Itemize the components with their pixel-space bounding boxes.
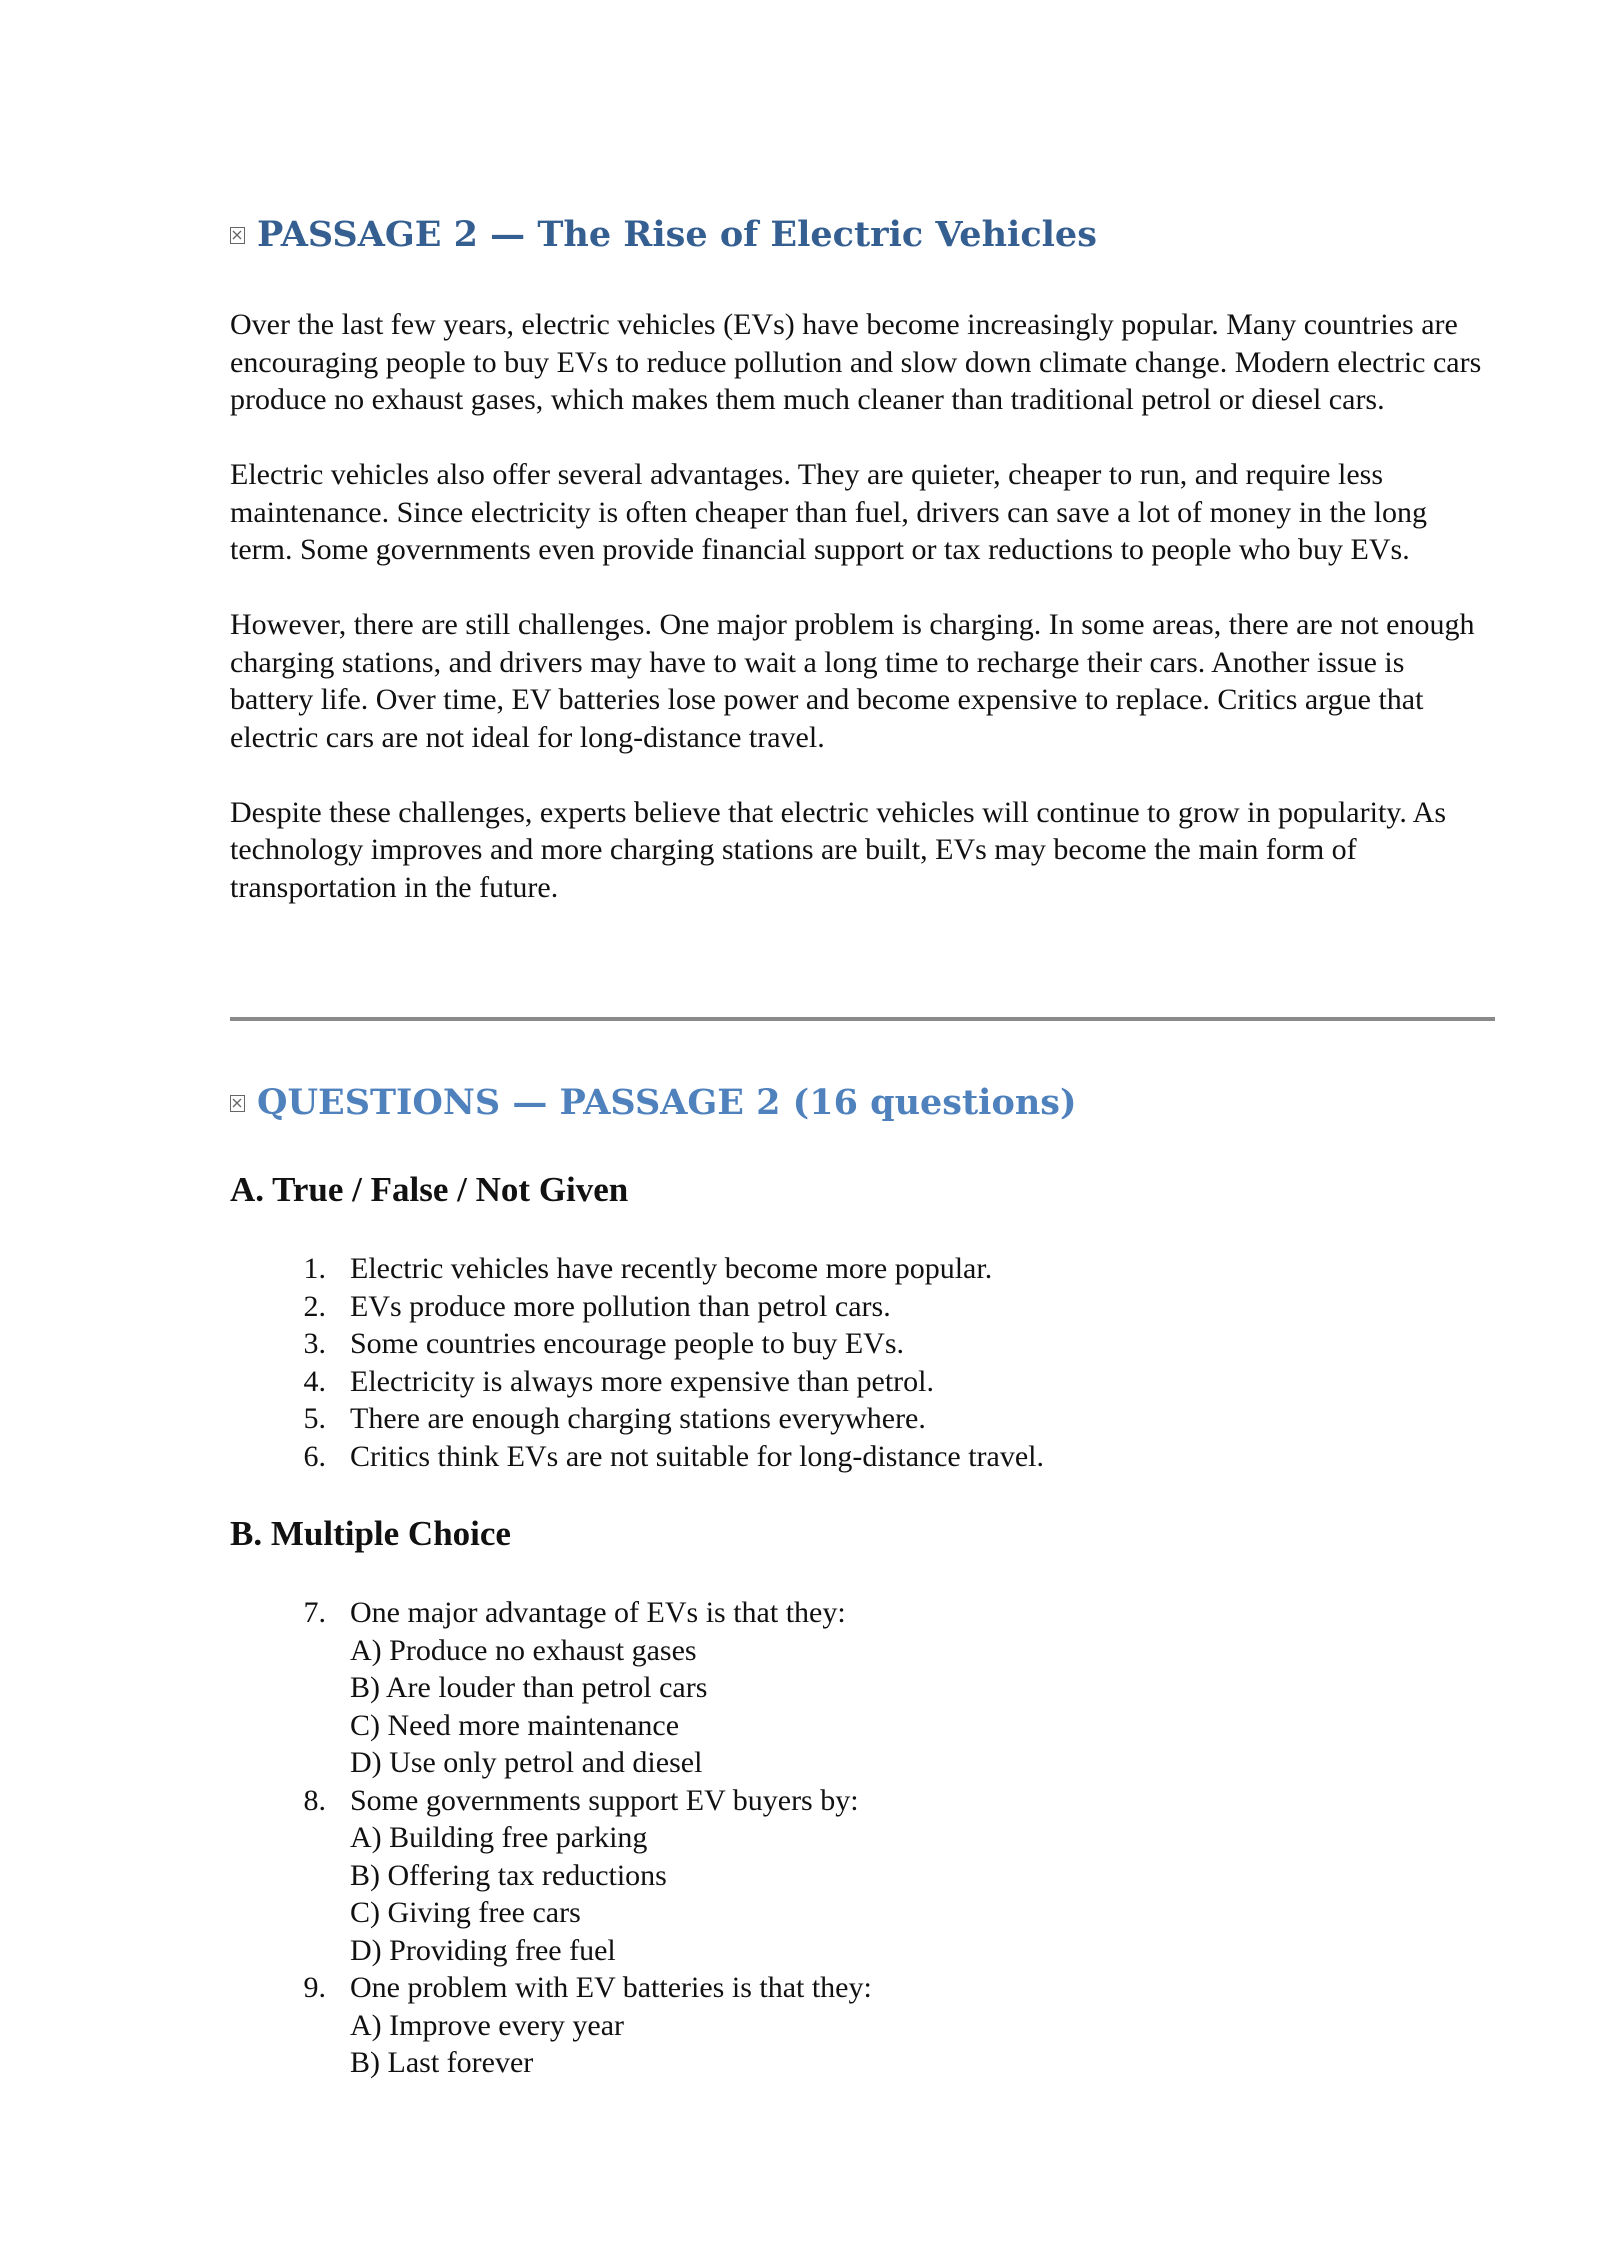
question-number: 3. xyxy=(303,1327,326,1360)
question-number: 6. xyxy=(303,1439,326,1473)
question-number: 7. xyxy=(303,1596,326,1629)
list-item xyxy=(278,1363,1478,1401)
answer-option: B) Offering tax reductions xyxy=(350,1858,667,1892)
section-b-title: B. Multiple Choice xyxy=(230,1514,511,1553)
question-text: Some governments support EV buyers by: xyxy=(350,1783,859,1817)
passage-paragraph: Despite these challenges, experts believe that electric vehicles will continue to grow in popularity. As technology improves and more charging stations are built, EVs may become the main form of transportation in the future. xyxy=(230,795,1447,904)
question-text: Electric vehicles have recently become more popular. xyxy=(350,1252,993,1285)
multiple-choice-list xyxy=(278,1594,1478,2082)
list-item xyxy=(278,1594,1478,1782)
answer-option: A) Produce no exhaust gases xyxy=(350,1633,697,1667)
list-item xyxy=(278,1782,1478,1970)
answer-option: B) Are louder than petrol cars xyxy=(350,1671,708,1704)
question-text: Critics think EVs are not suitable for long-distance travel. xyxy=(350,1439,1044,1473)
questions-title: QUESTIONS — PASSAGE 2 (16 questions) xyxy=(257,1082,1077,1123)
answer-option: D) Use only petrol and diesel xyxy=(350,1746,703,1779)
horizontal-divider xyxy=(230,1017,1495,1021)
question-text: EVs produce more pollution than petrol cars. xyxy=(350,1289,891,1323)
passage-paragraph: However, there are still challenges. One major problem is charging. In some areas, there are not enough charging stations, and drivers may have to wait a long time to recharge their cars. Another issue is battery life. Over time, EV batteries lose power and become expensive to replace. Critics argue that electric cars are not ideal for long-distance travel. xyxy=(230,608,1475,754)
passage-heading xyxy=(230,214,1097,256)
answer-option: C) Giving free cars xyxy=(350,1896,581,1929)
question-body xyxy=(326,1594,846,1782)
question-body xyxy=(326,1782,859,1970)
list-item xyxy=(278,1969,1478,2082)
question-body xyxy=(326,1969,872,2082)
true-false-list xyxy=(278,1250,1478,1475)
list-item xyxy=(278,1250,1478,1288)
answer-option: B) Last forever xyxy=(350,2046,534,2079)
question-text: Electricity is always more expensive than petrol. xyxy=(350,1364,934,1398)
list-item xyxy=(278,1325,1478,1363)
question-text: There are enough charging stations everywhere. xyxy=(350,1402,926,1435)
question-number: 5. xyxy=(303,1402,326,1435)
answer-option: A) Building free parking xyxy=(350,1821,648,1854)
question-number: 2. xyxy=(303,1289,326,1323)
question-number: 1. xyxy=(303,1252,326,1285)
questions-heading xyxy=(230,1082,1077,1124)
passage-paragraph: Over the last few years, electric vehicles (EVs) have become increasingly popular. Many countries are encouraging people to buy EVs to reduce pollution and slow down climate change. Modern electric cars produce no exhaust gases, which makes them much cleaner than traditional petrol or diesel cars. xyxy=(230,308,1482,416)
answer-option: A) Improve every year xyxy=(350,2008,625,2042)
question-text: One problem with EV batteries is that they: xyxy=(350,1971,872,2004)
list-item xyxy=(278,1288,1478,1326)
broken-image-icon xyxy=(230,227,245,244)
list-item xyxy=(278,1400,1478,1438)
passage-paragraph: Electric vehicles also offer several advantages. They are quieter, cheaper to run, and require less maintenance. Since electricity is often cheaper than fuel, drivers can save a lot of money in the long term. Some governments even provide financial support or tax reductions to people who buy EVs. xyxy=(230,458,1428,566)
answer-option: D) Providing free fuel xyxy=(350,1933,616,1967)
broken-image-icon xyxy=(230,1095,245,1112)
passage-body xyxy=(230,306,1495,944)
section-a-title: A. True / False / Not Given xyxy=(230,1170,629,1209)
answer-option: C) Need more maintenance xyxy=(350,1708,680,1742)
question-number: 8. xyxy=(303,1783,326,1817)
question-number: 4. xyxy=(303,1364,326,1398)
passage-title: PASSAGE 2 — The Rise of Electric Vehicles xyxy=(257,214,1097,255)
question-text: Some countries encourage people to buy EVs. xyxy=(350,1327,905,1360)
question-number: 9. xyxy=(303,1971,326,2004)
question-text: One major advantage of EVs is that they: xyxy=(350,1596,846,1629)
list-item xyxy=(278,1438,1478,1476)
